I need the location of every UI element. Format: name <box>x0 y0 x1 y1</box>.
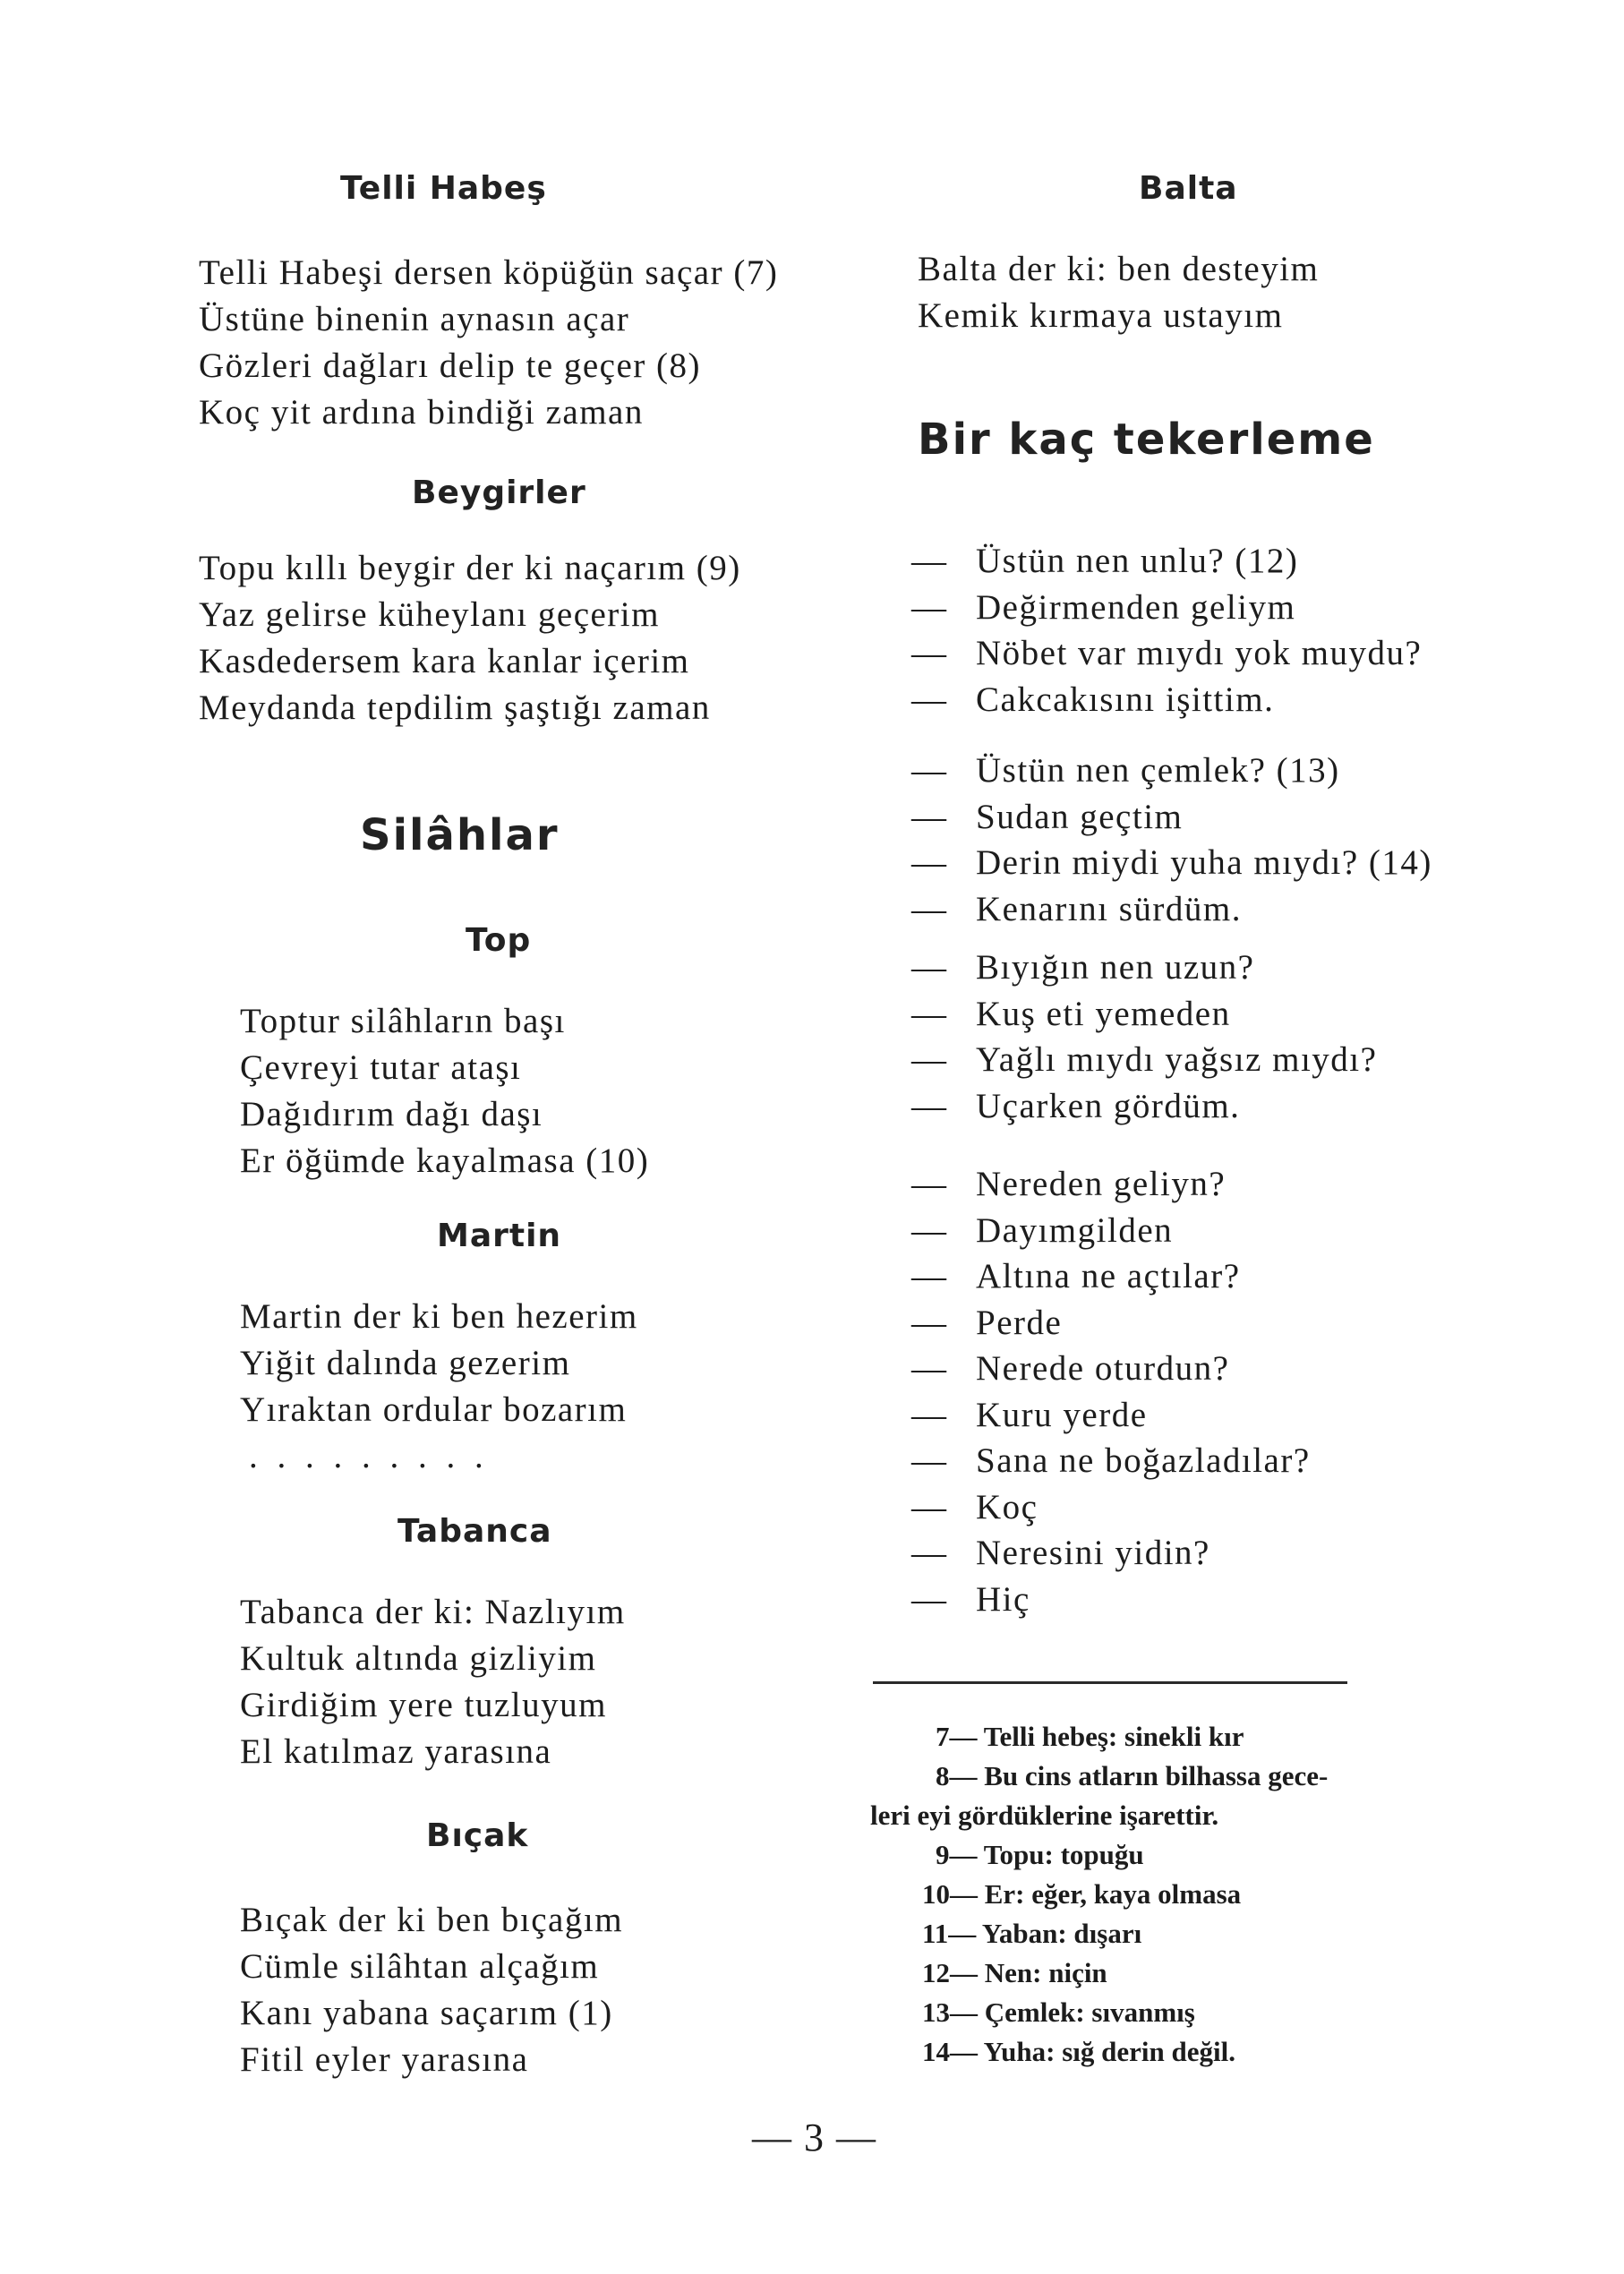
dialogue-dash: — <box>911 1304 948 1342</box>
footnote: 10— Er: eğer, kaya olmasa <box>922 1878 1242 1910</box>
dialogue-line <box>911 797 1183 837</box>
footnote: 12— Nen: niçin <box>922 1957 1107 1988</box>
dialogue-text: Nöbet var mıydı yok muydu? <box>976 634 1423 672</box>
silahlar-heading: Silâhlar <box>360 810 560 860</box>
dialogue-line <box>911 1039 1377 1080</box>
beygirler-heading: Beygirler <box>412 474 586 511</box>
telli-habes-heading: Telli Habeş <box>340 170 547 207</box>
dialogue-line <box>911 541 1298 581</box>
tabanca-heading: Tabanca <box>397 1513 552 1550</box>
dialogue-line <box>911 633 1422 673</box>
dialogue-text: Kuş eti yemeden <box>976 995 1231 1033</box>
dialogue-dash: — <box>911 1211 948 1250</box>
dialogue-dash: — <box>911 1534 948 1572</box>
poem-line: Cümle silâhtan alçağım <box>240 1947 600 1986</box>
footnote: 9— Topu: topuğu <box>936 1839 1144 1870</box>
dialogue-dash: — <box>911 1580 948 1619</box>
dialogue-line <box>911 842 1432 883</box>
poem-line: Kanı yabana saçarım (1) <box>240 1994 613 2032</box>
dialogue-dash: — <box>911 751 948 790</box>
poem-line: Yiğit dalında gezerim <box>240 1344 571 1382</box>
dialogue-line <box>911 889 1242 929</box>
dialogue-text: Hiç <box>976 1580 1030 1619</box>
footnote: 8— Bu cins atların bilhassa gece- <box>936 1760 1329 1791</box>
dialogue-text: Sudan geçtim <box>976 798 1184 836</box>
dialogue-line <box>911 994 1231 1034</box>
dialogue-line <box>911 1487 1038 1527</box>
dialogue-dash: — <box>911 890 948 928</box>
dialogue-text: Kenarını sürdüm. <box>976 890 1242 928</box>
dialogue-text: Koç <box>976 1488 1039 1526</box>
dialogue-dash: — <box>911 843 948 882</box>
poem-line: Meydanda tepdilim şaştığı zaman <box>199 688 711 727</box>
poem-line: Telli Habeşi dersen köpüğün saçar (7) <box>199 253 779 292</box>
balta-heading: Balta <box>1139 170 1238 207</box>
dialogue-line <box>911 1395 1148 1435</box>
poem-line: El katılmaz yarasına <box>240 1732 552 1771</box>
dialogue-dash: — <box>911 680 948 719</box>
dialogue-line <box>911 1256 1241 1296</box>
dialogue-text: Uçarken gördüm. <box>976 1087 1241 1125</box>
dialogue-text: Üstün nen çemlek? (13) <box>976 751 1340 790</box>
poem-line: Martin der ki ben hezerim <box>240 1297 638 1336</box>
dialogue-dash: — <box>911 948 948 987</box>
poem-line: Bıçak der ki ben bıçağım <box>240 1901 624 1939</box>
dialogue-text: Nerede oturdun? <box>976 1349 1230 1388</box>
poem-line: Üstüne binenin aynasın açar <box>199 300 630 338</box>
dialogue-dash: — <box>911 1040 948 1079</box>
dialogue-line <box>911 1086 1240 1126</box>
dialogue-line <box>911 750 1340 791</box>
poem-line: Çevreyi tutar ataşı <box>240 1048 522 1087</box>
dialogue-text: Derin miydi yuha mıydı? (14) <box>976 843 1432 882</box>
dialogue-text: Nereden geliyn? <box>976 1165 1227 1203</box>
dialogue-dash: — <box>911 588 948 627</box>
footnote: leri eyi gördüklerine işarettir. <box>870 1800 1219 1831</box>
dialogue-dash: — <box>911 634 948 672</box>
dialogue-dash: — <box>911 1349 948 1388</box>
page-number: — 3 — <box>752 2116 877 2159</box>
poem-line: Er öğümde kayalmasa (10) <box>240 1141 650 1180</box>
dialogue-dash: — <box>911 995 948 1033</box>
dialogue-text: Perde <box>976 1304 1063 1342</box>
dialogue-dash: — <box>911 542 948 580</box>
dialogue-line <box>911 587 1295 628</box>
dialogue-dash: — <box>911 1441 948 1480</box>
dialogue-text: Altına ne açtılar? <box>976 1257 1241 1295</box>
footnote: 14— Yuha: sığ derin değil. <box>922 2036 1235 2067</box>
dialogue-dash: — <box>911 1396 948 1434</box>
dialogue-text: Neresini yidin? <box>976 1534 1210 1572</box>
poem-line: Kultuk altında gizliyim <box>240 1639 597 1678</box>
top-heading: Top <box>466 922 532 959</box>
dialogue-line <box>911 1348 1229 1389</box>
dialogue-line <box>911 947 1254 987</box>
poem-line: Gözleri dağları delip te geçer (8) <box>199 346 701 385</box>
dialogue-line <box>911 680 1274 720</box>
dialogue-text: Yağlı mıydı yağsız mıydı? <box>976 1040 1378 1079</box>
footnote: 11— Yaban: dışarı <box>922 1918 1142 1949</box>
martin-heading: Martin <box>437 1218 562 1254</box>
dialogue-dash: — <box>911 1087 948 1125</box>
poem-line: Fitil eyler yarasına <box>240 2040 529 2079</box>
dialogue-text: Üstün nen unlu? (12) <box>976 542 1299 580</box>
dialogue-line <box>911 1440 1311 1481</box>
dialogue-text: Bıyığın nen uzun? <box>976 948 1255 987</box>
poem-line: Balta der ki: ben desteyim <box>918 250 1320 288</box>
poem-line: Yıraktan ordular bozarım <box>240 1390 628 1429</box>
poem-line: Tabanca der ki: Nazlıyım <box>240 1593 626 1631</box>
dialogue-text: Dayımgilden <box>976 1211 1174 1250</box>
poem-line: Girdiğim yere tuzluyum <box>240 1686 607 1724</box>
dialogue-line <box>911 1164 1226 1204</box>
poem-line: Topu kıllı beygir der ki naçarım (9) <box>199 549 741 587</box>
footnote: 13— Çemlek: sıvanmış <box>922 1996 1195 2028</box>
ellipsis-separator: . . . . . . . . . <box>249 1437 489 1475</box>
tekerleme-heading: Bir kaç tekerleme <box>918 415 1375 465</box>
poem-line: Koç yit ardına bindiği zaman <box>199 393 644 432</box>
poem-line: Yaz gelirse küheylanı geçerim <box>199 595 660 634</box>
dialogue-line <box>911 1533 1210 1573</box>
poem-line: Toptur silâhların başı <box>240 1002 566 1040</box>
dialogue-line <box>911 1303 1062 1343</box>
footnote: 7— Telli hebeş: sinekli kır <box>936 1721 1244 1752</box>
dialogue-text: Sana ne boğazladılar? <box>976 1441 1311 1480</box>
dialogue-dash: — <box>911 1257 948 1295</box>
poem-line: Kasdedersem kara kanlar içerim <box>199 642 690 680</box>
dialogue-text: Kuru yerde <box>976 1396 1148 1434</box>
dialogue-dash: — <box>911 1488 948 1526</box>
poem-line: Dağıdırım dağı daşı <box>240 1095 543 1133</box>
dialogue-dash: — <box>911 798 948 836</box>
dialogue-dash: — <box>911 1165 948 1203</box>
dialogue-line <box>911 1579 1030 1620</box>
dialogue-text: Değirmenden geliym <box>976 588 1296 627</box>
poem-line: Kemik kırmaya ustayım <box>918 296 1284 335</box>
footnote-rule <box>873 1681 1347 1684</box>
bicak-heading: Bıçak <box>426 1817 529 1854</box>
dialogue-text: Cakcakısını işittim. <box>976 680 1275 719</box>
dialogue-line <box>911 1210 1173 1251</box>
